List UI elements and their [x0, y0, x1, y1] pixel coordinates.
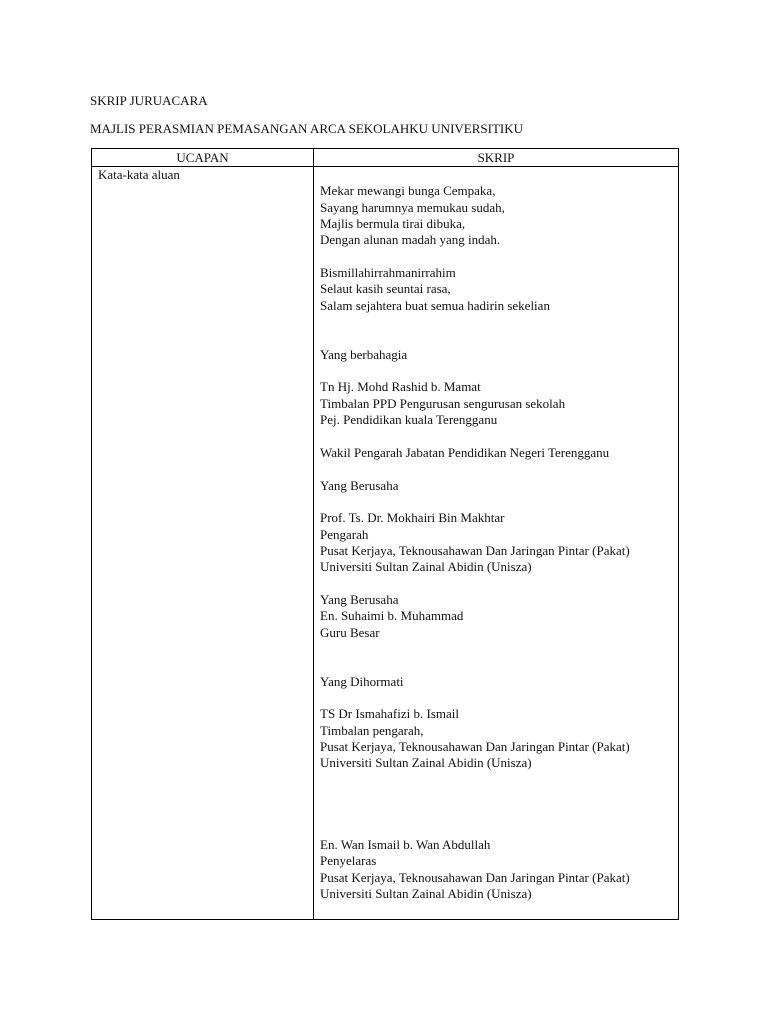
- skrip-line: [320, 429, 674, 445]
- skrip-line: [320, 788, 674, 804]
- skrip-line: Bismillahirrahmanirrahim: [320, 265, 456, 281]
- skrip-line: Penyelaras: [320, 853, 377, 869]
- skrip-line: Universiti Sultan Zainal Abidin (Unisza): [320, 755, 532, 771]
- skrip-line: [320, 330, 674, 346]
- skrip-line: [320, 641, 674, 657]
- ucapan-cell: [92, 167, 314, 920]
- skrip-line: Guru Besar: [320, 624, 380, 640]
- skrip-line: Pej. Pendidikan kuala Terengganu: [320, 412, 498, 428]
- skrip-line: TS Dr Ismahafizi b. Ismail: [320, 706, 459, 722]
- skrip-line: En. Suhaimi b. Muhammad: [320, 608, 464, 624]
- skrip-line: Timbalan PPD Pengurusan sengurusan sekolah: [320, 395, 566, 411]
- skrip-line: [320, 167, 674, 183]
- skrip-line: [320, 494, 674, 510]
- ucapan-text: Kata-kata aluan: [98, 167, 180, 182]
- skrip-line: [320, 576, 674, 592]
- skrip-line: Yang Berusaha: [320, 591, 399, 607]
- skrip-line: Tn Hj. Mohd Rashid b. Mamat: [320, 379, 481, 395]
- skrip-cell: [314, 167, 679, 920]
- skrip-line: Yang Dihormati: [320, 673, 404, 689]
- skrip-line: Mekar mewangi bunga Cempaka,: [320, 183, 496, 199]
- table-header-row: [92, 149, 679, 167]
- skrip-line: [320, 772, 674, 788]
- skrip-line: Majlis bermula tirai dibuka,: [320, 216, 466, 232]
- skrip-line: [320, 249, 674, 265]
- skrip-line: Pusat Kerjaya, Teknousahawan Dan Jaringan Pintar (Pakat): [320, 739, 630, 755]
- skrip-line: Universiti Sultan Zainal Abidin (Unisza): [320, 886, 532, 902]
- skrip-line: Pusat Kerjaya, Teknousahawan Dan Jaringan Pintar (Pakat): [320, 869, 630, 885]
- skrip-line: Universiti Sultan Zainal Abidin (Unisza): [320, 559, 532, 575]
- skrip-line: [320, 461, 674, 477]
- skrip-line: Timbalan pengarah,: [320, 722, 424, 738]
- skrip-line: Salam sejahtera buat semua hadirin sekelian: [320, 297, 550, 313]
- skrip-line: Prof. Ts. Dr. Mokhairi Bin Makhtar: [320, 510, 505, 526]
- skrip-line: [320, 657, 674, 673]
- skrip-line: Selaut kasih seuntai rasa,: [320, 281, 451, 297]
- skrip-line: Sayang harumnya memukau sudah,: [320, 199, 505, 215]
- skrip-line: Wakil Pengarah Jabatan Pendidikan Negeri Terengganu: [320, 444, 610, 460]
- skrip-line: [320, 804, 674, 820]
- document-title: SKRIP JURUACARA: [90, 93, 208, 108]
- skrip-line: Pengarah: [320, 526, 369, 542]
- skrip-line: Yang berbahagia: [320, 346, 408, 362]
- column-header-ucapan: UCAPAN: [92, 149, 314, 167]
- skrip-line: [320, 314, 674, 330]
- skrip-line: Yang Berusaha: [320, 477, 399, 493]
- skrip-line: Pusat Kerjaya, Teknousahawan Dan Jaringan Pintar (Pakat): [320, 542, 630, 558]
- column-header-skrip: SKRIP: [314, 149, 679, 167]
- script-table: [91, 148, 679, 920]
- skrip-text-block: [320, 167, 674, 902]
- skrip-line: Dengan alunan madah yang indah.: [320, 232, 501, 248]
- table-row: [92, 167, 679, 920]
- document-subtitle: MAJLIS PERASMIAN PEMASANGAN ARCA SEKOLAHKU UNIVERSITIKU: [90, 121, 524, 136]
- skrip-line: [320, 690, 674, 706]
- skrip-line: [320, 363, 674, 379]
- skrip-line: [320, 821, 674, 837]
- skrip-line: En. Wan Ismail b. Wan Abdullah: [320, 837, 491, 853]
